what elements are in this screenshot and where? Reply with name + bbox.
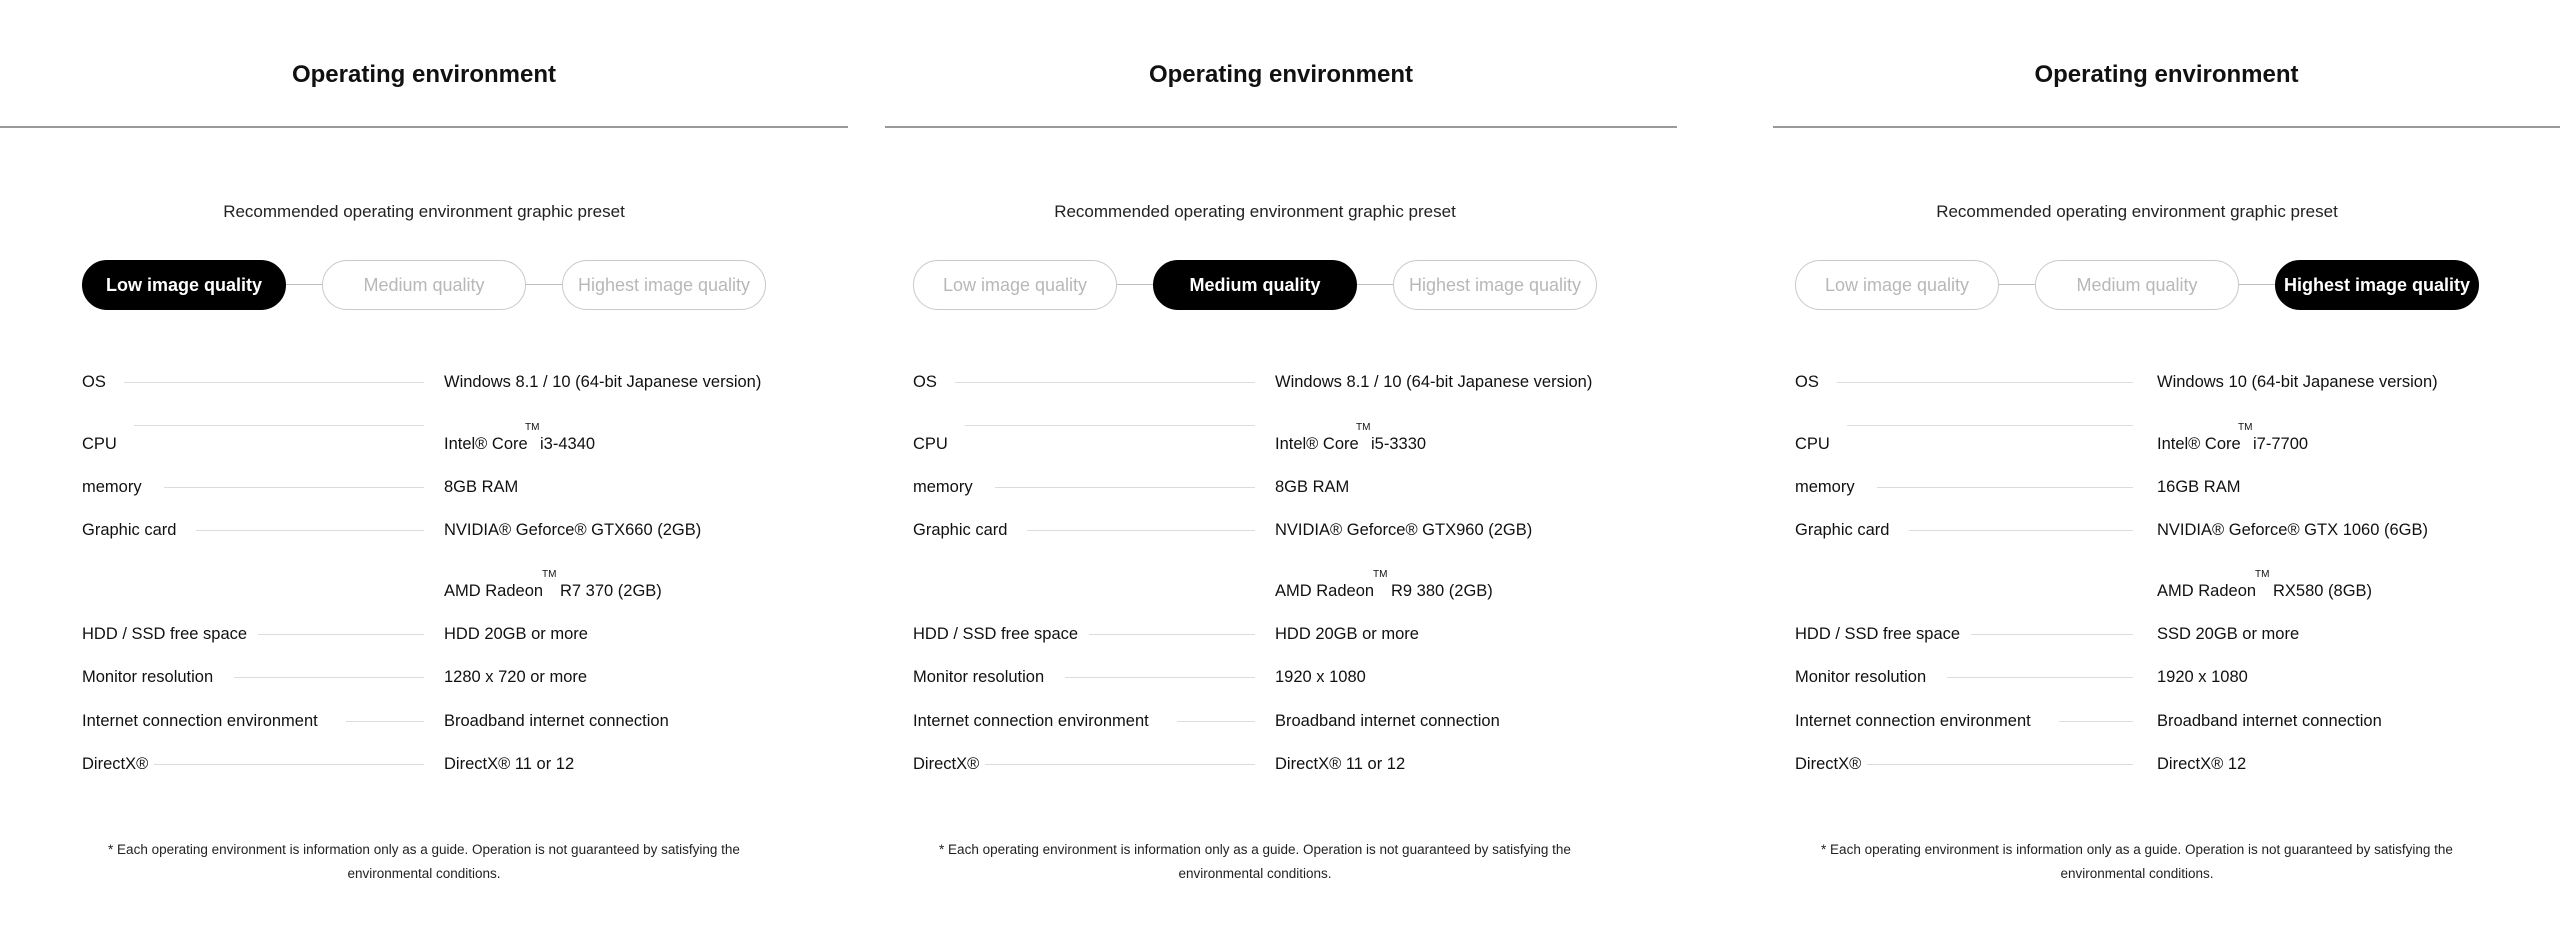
spec-internet-label: Internet connection environment: [82, 712, 318, 730]
spec-internet-label: Internet connection environment: [1795, 712, 2031, 730]
spec-cpu-model: i7-7700: [2253, 435, 2309, 453]
spec-gpu-label: Graphic card: [82, 521, 177, 539]
spec-cpu-brand: Intel® Core: [1275, 435, 1359, 453]
spec-directx-value: DirectX® 11 or 12: [1275, 755, 1406, 773]
spec-memory-label: memory: [913, 478, 973, 496]
spec-storage-value: HDD 20GB or more: [444, 625, 588, 643]
spec-leader-line: [1089, 634, 1255, 635]
preset-subtitle: Recommended operating environment graphic preset: [223, 202, 625, 221]
title-divider: [1773, 126, 2560, 128]
preset-button-medium[interactable]: Medium quality: [1153, 260, 1357, 310]
panel-title: Operating environment: [1148, 61, 1414, 88]
spec-gpu-amd-model: R9 380 (2GB): [1391, 582, 1493, 600]
spec-leader-line: [1867, 764, 2133, 765]
preset-selector: [82, 260, 766, 310]
spec-gpu-amd-model: R7 370 (2GB): [560, 582, 662, 600]
preset-button-low[interactable]: Low image quality: [82, 260, 286, 310]
preset-button-medium[interactable]: Medium quality: [2035, 260, 2239, 310]
spec-directx-value: DirectX® 12: [2157, 755, 2247, 773]
spec-monitor-value: 1280 x 720 or more: [444, 668, 588, 686]
preset-button-low[interactable]: Low image quality: [913, 260, 1117, 310]
preset-button-highest[interactable]: Highest image quality: [1393, 260, 1597, 310]
spec-gpu-amd-brand: AMD Radeon: [2157, 582, 2257, 600]
spec-gpu-amd-model: RX580 (8GB): [2273, 582, 2373, 600]
spec-monitor-label: Monitor resolution: [1795, 668, 1927, 686]
footnote: * Each operating environment is information only as a guide. Operation is not guaranteed by satisfying the environmental conditions.: [1821, 842, 2453, 881]
spec-memory-value: 8GB RAM: [1275, 478, 1350, 496]
spec-cpu-model: i5-3330: [1371, 435, 1427, 453]
spec-leader-line: [124, 382, 424, 383]
spec-monitor-label: Monitor resolution: [82, 668, 214, 686]
panel-medium-quality: [885, 0, 1677, 935]
spec-leader-line: [1877, 487, 2133, 488]
spec-storage-label: HDD / SSD free space: [1795, 625, 1961, 643]
preset-button-low[interactable]: Low image quality: [1795, 260, 1999, 310]
spec-os-label: OS: [1795, 373, 1819, 391]
spec-internet-label: Internet connection environment: [913, 712, 1149, 730]
preset-button-highest[interactable]: Highest image quality: [562, 260, 766, 310]
preset-button-highest[interactable]: Highest image quality: [2275, 260, 2479, 310]
panel-highest-quality: [1773, 0, 2560, 935]
spec-storage-value: HDD 20GB or more: [1275, 625, 1419, 643]
spec-os-value: Windows 8.1 / 10 (64-bit Japanese version): [444, 373, 762, 391]
spec-gpu-label: Graphic card: [913, 521, 1008, 539]
spec-gpu-nvidia: NVIDIA® Geforce® GTX660 (2GB): [444, 521, 702, 539]
spec-gpu-label: Graphic card: [1795, 521, 1890, 539]
spec-directx-value: DirectX® 11 or 12: [444, 755, 575, 773]
spec-leader-line: [955, 382, 1255, 383]
spec-leader-line: [258, 634, 424, 635]
spec-internet-value: Broadband internet connection: [2157, 712, 2382, 730]
panel-title: Operating environment: [2034, 61, 2299, 88]
spec-gpu-nvidia: NVIDIA® Geforce® GTX 1060 (6GB): [2157, 521, 2428, 539]
amd-trademark: TM: [1373, 569, 1388, 580]
spec-storage-label: HDD / SSD free space: [82, 625, 248, 643]
spec-leader-line: [1837, 382, 2133, 383]
spec-leader-line: [1971, 634, 2133, 635]
cpu-trademark: TM: [525, 422, 540, 433]
spec-cpu-brand: Intel® Core: [2157, 435, 2241, 453]
spec-leader-line: [1027, 530, 1255, 531]
amd-trademark: TM: [542, 569, 557, 580]
spec-cpu-model: i3-4340: [540, 435, 596, 453]
spec-leader-line: [1065, 677, 1255, 678]
spec-cpu-label: CPU: [1795, 435, 1830, 453]
spec-cpu-label: CPU: [82, 435, 117, 453]
spec-directx-label: DirectX®: [82, 755, 149, 773]
spec-leader-line: [1177, 721, 1255, 722]
spec-gpu-amd-brand: AMD Radeon: [444, 582, 544, 600]
spec-leader-line: [164, 487, 424, 488]
spec-memory-label: memory: [1795, 478, 1855, 496]
footnote: * Each operating environment is information only as a guide. Operation is not guaranteed by satisfying the environmental conditions.: [939, 842, 1571, 881]
spec-storage-label: HDD / SSD free space: [913, 625, 1079, 643]
spec-directx-label: DirectX®: [913, 755, 980, 773]
title-divider: [0, 126, 848, 128]
spec-cpu-brand: Intel® Core: [444, 435, 528, 453]
panel-title: Operating environment: [291, 61, 557, 88]
spec-gpu-nvidia: NVIDIA® Geforce® GTX960 (2GB): [1275, 521, 1533, 539]
spec-internet-value: Broadband internet connection: [1275, 712, 1500, 730]
spec-leader-line: [234, 677, 424, 678]
panel-low-quality: [0, 0, 848, 935]
spec-os-value: Windows 8.1 / 10 (64-bit Japanese version): [1275, 373, 1593, 391]
preset-button-medium[interactable]: Medium quality: [322, 260, 526, 310]
spec-os-value: Windows 10 (64-bit Japanese version): [2157, 373, 2438, 391]
spec-leader-line: [995, 487, 1255, 488]
preset-selector: [1795, 260, 2479, 310]
spec-leader-line: [154, 764, 424, 765]
spec-gpu-amd-brand: AMD Radeon: [1275, 582, 1375, 600]
preset-selector: [913, 260, 1597, 310]
spec-leader-line: [985, 764, 1255, 765]
preset-subtitle: Recommended operating environment graphic preset: [1054, 202, 1456, 221]
spec-leader-line: [346, 721, 424, 722]
spec-leader-line: [2059, 721, 2133, 722]
spec-monitor-value: 1920 x 1080: [2157, 668, 2248, 686]
spec-leader-line: [1947, 677, 2133, 678]
spec-monitor-value: 1920 x 1080: [1275, 668, 1366, 686]
spec-leader-line: [134, 425, 424, 426]
spec-leader-line: [196, 530, 424, 531]
spec-memory-value: 8GB RAM: [444, 478, 519, 496]
amd-trademark: TM: [2255, 569, 2270, 580]
spec-directx-label: DirectX®: [1795, 755, 1862, 773]
spec-leader-line: [1909, 530, 2133, 531]
spec-monitor-label: Monitor resolution: [913, 668, 1045, 686]
spec-os-label: OS: [913, 373, 937, 391]
spec-os-label: OS: [82, 373, 106, 391]
cpu-trademark: TM: [2238, 422, 2253, 433]
cpu-trademark: TM: [1356, 422, 1371, 433]
spec-leader-line: [965, 425, 1255, 426]
footnote: * Each operating environment is information only as a guide. Operation is not guaranteed by satisfying the environmental conditions.: [108, 842, 740, 881]
title-divider: [885, 126, 1677, 128]
spec-leader-line: [1847, 425, 2133, 426]
spec-cpu-label: CPU: [913, 435, 948, 453]
spec-storage-value: SSD 20GB or more: [2157, 625, 2300, 643]
spec-memory-label: memory: [82, 478, 142, 496]
preset-subtitle: Recommended operating environment graphic preset: [1936, 202, 2338, 221]
spec-internet-value: Broadband internet connection: [444, 712, 669, 730]
spec-memory-value: 16GB RAM: [2157, 478, 2241, 496]
